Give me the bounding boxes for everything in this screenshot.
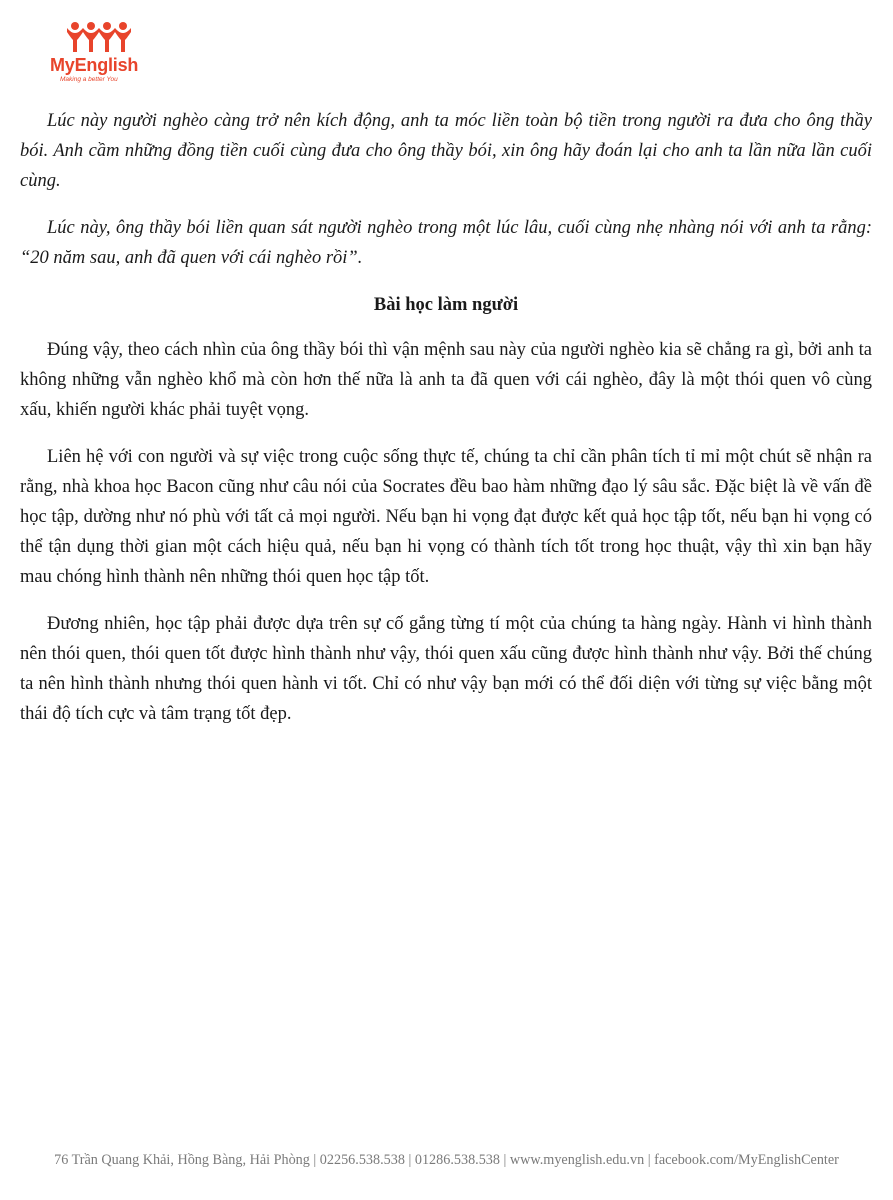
- logo-brand-text: MyEnglish: [50, 55, 139, 75]
- body-paragraph-1: Đúng vậy, theo cách nhìn của ông thầy bói thì vận mệnh sau này của người nghèo kia sẽ chẳng ra gì, bởi anh ta không những vẫn nghèo khổ mà còn hơn thế nữa là anh ta đã quen với cái nghèo, đây là một thói quen vô cùng xấu, khiến người khác phải tuyệt vọng.: [20, 340, 872, 420]
- story-paragraph-1: Lúc này người nghèo càng trở nên kích động, anh ta móc liền toàn bộ tiền trong người ra đưa cho ông thầy bói. Anh cầm những đồng tiền cuối cùng đưa cho ông thầy bói, xin ông hãy đoán lại cho anh ta lần nữa lần cuối cùng.: [20, 111, 872, 191]
- story-paragraph-2: Lúc này, ông thầy bói liền quan sát người nghèo trong một lúc lâu, cuối cùng nhẹ nhàng nói với anh ta rằng: “20 năm sau, anh đã quen với cái nghèo rồi”.: [20, 218, 872, 268]
- document-body: [20, 106, 872, 746]
- people-logo-icon: [66, 20, 132, 54]
- page-footer: 76 Trần Quang Khải, Hồng Bàng, Hải Phòng | 02256.538.538 | 01286.538.538 | www.myenglish.edu.vn | facebook.com/MyEnglishCenter: [54, 1152, 839, 1168]
- body-paragraph-3: Đương nhiên, học tập phải được dựa trên sự cố gắng từng tí một của chúng ta hàng ngày. Hành vi hình thành nên thói quen, thói quen tốt được hình thành như vậy, thói quen xấu cũng được hình thành như vậy. Bởi thế chúng ta nên hình thành nhưng thói quen hành vi tốt. Chỉ có như vậy bạn mới có thể đối diện với từng sự việc bằng một thái độ tích cực và tâm trạng tốt đẹp.: [20, 614, 872, 724]
- logo-tagline: Making a better You: [60, 76, 118, 83]
- section-heading: Bài học làm người: [373, 295, 519, 315]
- myenglish-logo: [46, 20, 156, 90]
- body-paragraph-2: Liên hệ với con người và sự việc trong cuộc sống thực tế, chúng ta chỉ cần phân tích tỉ mỉ một chút sẽ nhận ra rằng, nhà khoa học Bacon cũng như câu nói của Socrates đều bao hàm những đạo lý sâu sắc. Đặc biệt là về vấn đề học tập, dường như nó phù với tất cả mọi người. Nếu bạn hi vọng đạt được kết quả học tập tốt, nếu bạn hi vọng có thể tận dụng thời gian một cách hiệu quả, nếu bạn hi vọng có thành tích tốt trong học thuật, vậy thì xin bạn hãy mau chóng hình thành nên những thói quen học tập tốt.: [20, 447, 872, 587]
